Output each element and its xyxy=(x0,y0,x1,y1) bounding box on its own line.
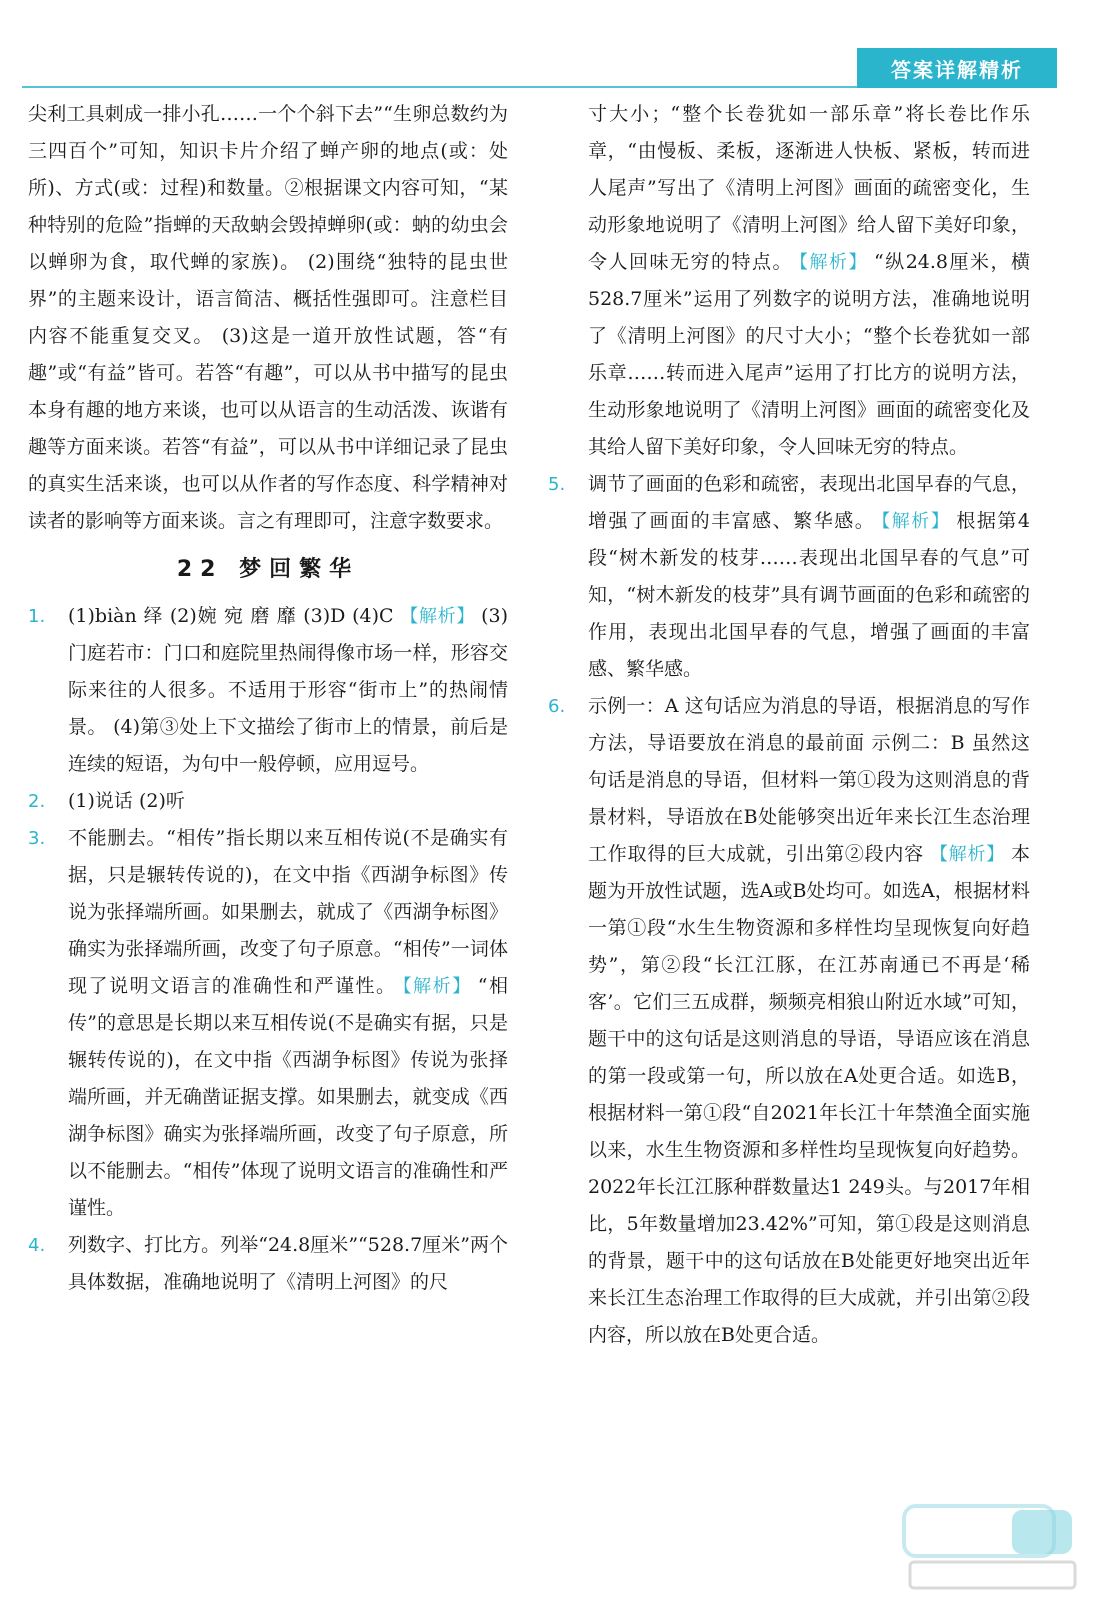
intro-paragraph: 尖利工具刺成一排小孔……一个个斜下去”“生卵总数约为三四百个”可知，知识卡片介绍了蝉产卵的地点(或：处所)、方式(或：过程)和数量。②根据课文内容可知，“某种特别的危险”指蝉的天敌蚋会毁掉蝉卵(或：蚋的幼虫会以蝉卵为食，取代蝉的家族)。 (2)围绕“独特的昆虫世界”的主题来设计，语言简洁、概括性强即可。注意栏目内容不能重复交叉。 (3)这是一道开放性试题，答“有趣”或“有益”皆可。若答“有趣”，可以从书中描写的昆虫本身有趣的地方来谈，也可以从语言的生动活泼、诙谐有趣等方面来谈。若答“有益”，可以从书中详细记录了昆虫的真实生活来谈，也可以从作者的写作态度、科学精神对读者的影响等方面来谈。言之有理即可，注意字数要求。 xyxy=(28,103,508,532)
answer-item xyxy=(28,783,508,820)
analysis-tag: 【解析】 xyxy=(798,252,868,273)
analysis-tag: 【解析】 xyxy=(402,976,472,997)
header-tab-label: 答案详解精析 xyxy=(891,57,1023,82)
item-number: 5. xyxy=(548,474,566,495)
right-column xyxy=(548,96,1030,1354)
analysis-tag: 【解析】 xyxy=(881,511,951,532)
analysis-tag: 【解析】 xyxy=(399,606,476,627)
analysis-text: 根据第4段“树木新发的枝芽……表现出北国早春的气息”可知，“树木新发的枝芽”具有调节画面的色彩和疏密的作用，表现出北国早春的气息，增强了画面的丰富感、繁华感。 xyxy=(588,510,1030,680)
item-number: 2. xyxy=(28,791,46,812)
answer-text: 列数字、打比方。列举“24.8厘米”“528.7厘米”两个具体数据，准确地说明了《清明上河图》的尺 xyxy=(68,1234,508,1293)
answer-text: 不能删去。“相传”指长期以来互相传说(不是确实有据，只是辗转传说的)，在文中指《西湖争标图》传说为张择端所画。如果删去，就成了《西湖争标图》确实为张择端所画，改变了句子原意。“相传”一词体现了说明文语言的准确性和严谨性。 xyxy=(68,827,508,997)
item-number: 1. xyxy=(28,606,46,627)
analysis-text: “相传”的意思是长期以来互相传说(不是确实有据，只是辗转传说的)，在文中指《西湖争标图》传说为张择端所画，并无确凿证据支撑。如果删去，就变成《西湖争标图》确实为张择端所画，改变了句子原意，所以不能删去。“相传”体现了说明文语言的准确性和严谨性。 xyxy=(68,975,508,1219)
analysis-text: (3)门庭若市：门口和庭院里热闹得像市场一样，形容交际来往的人很多。不适用于形容“街市上”的热闹情景。 (4)第③处上下文描绘了街市上的情景，前后是连续的短语，为句中一般停顿，应用逗号。 xyxy=(68,605,509,775)
section-title: 22 梦回繁华 xyxy=(176,557,360,582)
answer-text: 寸大小；“整个长卷犹如一部乐章”将长卷比作乐章，“由慢板、柔板，逐渐进人快板、紧板，转而进人尾声”写出了《清明上河图》画面的疏密变化，生动形象地说明了《清明上河图》给人留下美好印象，令人回味无穷的特点。 xyxy=(588,103,1030,273)
analysis-text: 本题为开放性试题，选A或B处均可。如选A，根据材料一第①段“水生生物资源和多样性均呈现恢复向好趋势”，第②段“长江江豚，在江苏南通已不再是‘稀客’。它们三五成群，频频亮相狼山附近水域”可知，题干中的这句话是这则消息的导语，导语应该在消息的第一段或第一句，所以放在A处更合适。如选B，根据材料一第①段“自2021年长江十年禁渔全面实施以来，水生生物资源和多样性均呈现恢复向好趋势。2022年长江江豚种群数量达1 249头。与2017年相比，5年数量增加23.42%”可知，第①段是这则消息的背景，题干中的这句话放在B处能更好地突出近年来长江生态治理工作取得的巨大成就，并引出第②段内容，所以放在B处更合适。 xyxy=(588,843,1030,1346)
answer-item xyxy=(548,688,1030,1354)
header-rule xyxy=(22,86,857,88)
answer-item xyxy=(548,466,1030,688)
item-number: 6. xyxy=(548,696,566,717)
item-number: 3. xyxy=(28,828,46,849)
analysis-text: “纵24.8厘米，横528.7厘米”运用了列数字的说明方法，准确地说明了《清明上河图》的尺寸大小；“整个长卷犹如一部乐章……转而进入尾声”运用了打比方的说明方法，生动形象地说明了《清明上河图》画面的疏密变化及其给人留下美好印象，令人回味无穷的特点。 xyxy=(588,251,1030,458)
answer-text: (1)biàn 绎 (2)婉 宛 磨 靡 (3)D (4)C xyxy=(68,605,394,627)
answer-text: (1)说话 (2)听 xyxy=(68,790,185,812)
answer-text: 调节了画面的色彩和疏密，表现出北国早春的气息，增强了画面的丰富感、繁华感。 xyxy=(588,473,1030,532)
item-number: 4. xyxy=(28,1235,46,1256)
answer-item xyxy=(28,598,508,783)
answer-item xyxy=(28,820,508,1227)
watermark-logo xyxy=(900,1500,1080,1595)
analysis-tag: 【解析】 xyxy=(929,844,1005,865)
answer-item xyxy=(28,1227,508,1301)
answer-text: 示例一：A 这句话应为消息的导语，根据消息的写作方法，导语要放在消息的最前面 示例二：B 虽然这句话是消息的导语，但材料一第①段为这则消息的背景材料，导语放在B处能够突出近年来长江生态治理工作取得的巨大成就，引出第②段内容 xyxy=(588,695,1030,865)
header-tab xyxy=(857,48,1057,88)
continued-paragraph xyxy=(548,96,1030,466)
left-column xyxy=(28,96,508,1301)
